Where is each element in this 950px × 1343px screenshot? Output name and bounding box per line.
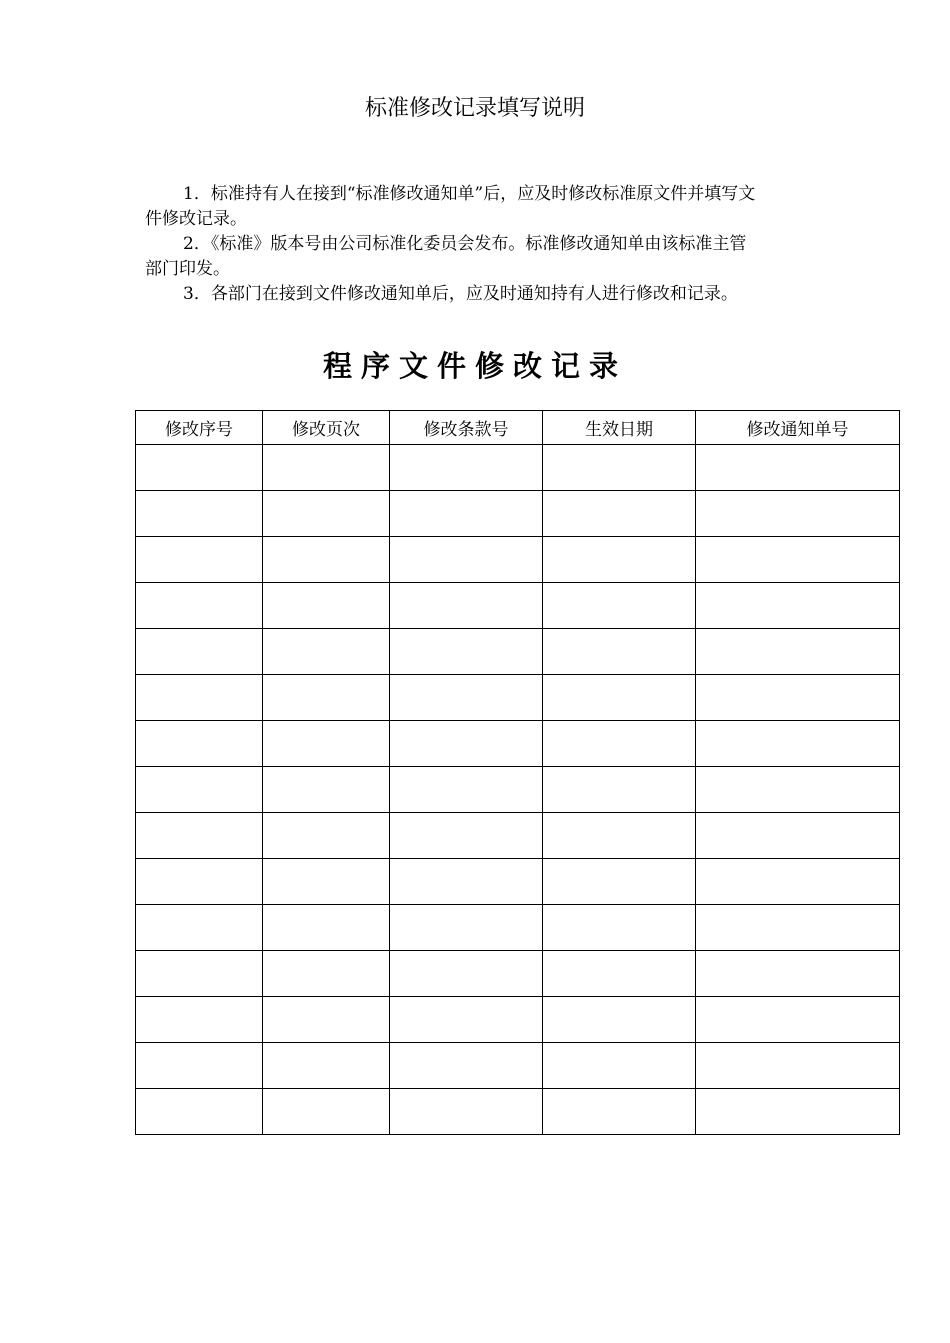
cell-revision-no[interactable] (136, 583, 263, 629)
cell-revision-no[interactable] (136, 491, 263, 537)
cell-page[interactable] (263, 675, 390, 721)
table-header-row (136, 411, 900, 445)
cell-clause-no[interactable] (390, 1089, 543, 1135)
cell-notice-no[interactable] (696, 951, 900, 997)
table-row (136, 905, 900, 951)
cell-page[interactable] (263, 1043, 390, 1089)
cell-notice-no[interactable] (696, 629, 900, 675)
cell-revision-no[interactable] (136, 951, 263, 997)
table-row (136, 629, 900, 675)
table-row (136, 813, 900, 859)
column-header-notice-no: 修改通知单号 (696, 411, 900, 445)
table-row (136, 997, 900, 1043)
cell-effective-date[interactable] (543, 445, 696, 491)
cell-clause-no[interactable] (390, 951, 543, 997)
table-row (136, 1043, 900, 1089)
cell-revision-no[interactable] (136, 767, 263, 813)
cell-page[interactable] (263, 813, 390, 859)
cell-effective-date[interactable] (543, 583, 696, 629)
cell-revision-no[interactable] (136, 813, 263, 859)
instruction-item: 3．各部门在接到文件修改通知单后，应及时通知持有人进行修改和记录。 (183, 284, 738, 304)
cell-notice-no[interactable] (696, 583, 900, 629)
cell-notice-no[interactable] (696, 675, 900, 721)
instruction-item: 2．《标准》版本号由公司标准化委员会发布。标准修改通知单由该标准主管部门印发。 (145, 234, 747, 279)
table-row (136, 445, 900, 491)
table-row (136, 675, 900, 721)
cell-notice-no[interactable] (696, 997, 900, 1043)
table-row (136, 721, 900, 767)
cell-revision-no[interactable] (136, 675, 263, 721)
cell-notice-no[interactable] (696, 491, 900, 537)
page-title: 标准修改记录填写说明 (364, 96, 585, 121)
cell-page[interactable] (263, 905, 390, 951)
table-row (136, 583, 900, 629)
table-row (136, 491, 900, 537)
cell-page[interactable] (263, 445, 390, 491)
cell-notice-no[interactable] (696, 445, 900, 491)
cell-clause-no[interactable] (390, 767, 543, 813)
cell-effective-date[interactable] (543, 997, 696, 1043)
cell-notice-no[interactable] (696, 813, 900, 859)
cell-effective-date[interactable] (543, 491, 696, 537)
cell-effective-date[interactable] (543, 675, 696, 721)
cell-revision-no[interactable] (136, 537, 263, 583)
cell-effective-date[interactable] (543, 905, 696, 951)
cell-clause-no[interactable] (390, 445, 543, 491)
cell-clause-no[interactable] (390, 491, 543, 537)
cell-clause-no[interactable] (390, 859, 543, 905)
cell-page[interactable] (263, 767, 390, 813)
cell-clause-no[interactable] (390, 583, 543, 629)
cell-revision-no[interactable] (136, 445, 263, 491)
cell-notice-no[interactable] (696, 537, 900, 583)
cell-revision-no[interactable] (136, 1089, 263, 1135)
revision-record-table (135, 410, 900, 1135)
cell-effective-date[interactable] (543, 951, 696, 997)
instructions (145, 182, 757, 307)
cell-notice-no[interactable] (696, 859, 900, 905)
cell-page[interactable] (263, 721, 390, 767)
table-row (136, 767, 900, 813)
cell-notice-no[interactable] (696, 767, 900, 813)
cell-effective-date[interactable] (543, 1089, 696, 1135)
cell-clause-no[interactable] (390, 813, 543, 859)
cell-clause-no[interactable] (390, 629, 543, 675)
cell-notice-no[interactable] (696, 1043, 900, 1089)
cell-page[interactable] (263, 583, 390, 629)
cell-revision-no[interactable] (136, 721, 263, 767)
cell-clause-no[interactable] (390, 675, 543, 721)
cell-effective-date[interactable] (543, 537, 696, 583)
table-row (136, 951, 900, 997)
cell-page[interactable] (263, 1089, 390, 1135)
table-row (136, 1089, 900, 1135)
cell-revision-no[interactable] (136, 905, 263, 951)
column-header-effective-date: 生效日期 (543, 411, 696, 445)
cell-effective-date[interactable] (543, 859, 696, 905)
column-header-page: 修改页次 (263, 411, 390, 445)
cell-notice-no[interactable] (696, 721, 900, 767)
cell-page[interactable] (263, 859, 390, 905)
cell-revision-no[interactable] (136, 629, 263, 675)
cell-revision-no[interactable] (136, 1043, 263, 1089)
cell-clause-no[interactable] (390, 997, 543, 1043)
record-title: 程序文件修改记录 (322, 349, 627, 383)
cell-page[interactable] (263, 491, 390, 537)
cell-page[interactable] (263, 537, 390, 583)
table-body (136, 445, 900, 1135)
cell-effective-date[interactable] (543, 813, 696, 859)
cell-page[interactable] (263, 951, 390, 997)
cell-page[interactable] (263, 997, 390, 1043)
cell-revision-no[interactable] (136, 859, 263, 905)
cell-effective-date[interactable] (543, 1043, 696, 1089)
cell-clause-no[interactable] (390, 1043, 543, 1089)
cell-effective-date[interactable] (543, 721, 696, 767)
instruction-item: 1．标准持有人在接到“标准修改通知单”后，应及时修改标准原文件并填写文件修改记录。 (145, 184, 756, 229)
cell-clause-no[interactable] (390, 721, 543, 767)
cell-effective-date[interactable] (543, 629, 696, 675)
cell-revision-no[interactable] (136, 997, 263, 1043)
column-header-revision-no: 修改序号 (136, 411, 263, 445)
table-row (136, 537, 900, 583)
cell-notice-no[interactable] (696, 905, 900, 951)
cell-page[interactable] (263, 629, 390, 675)
cell-clause-no[interactable] (390, 905, 543, 951)
cell-notice-no[interactable] (696, 1089, 900, 1135)
cell-clause-no[interactable] (390, 537, 543, 583)
column-header-clause-no: 修改条款号 (390, 411, 543, 445)
table-row (136, 859, 900, 905)
cell-effective-date[interactable] (543, 767, 696, 813)
